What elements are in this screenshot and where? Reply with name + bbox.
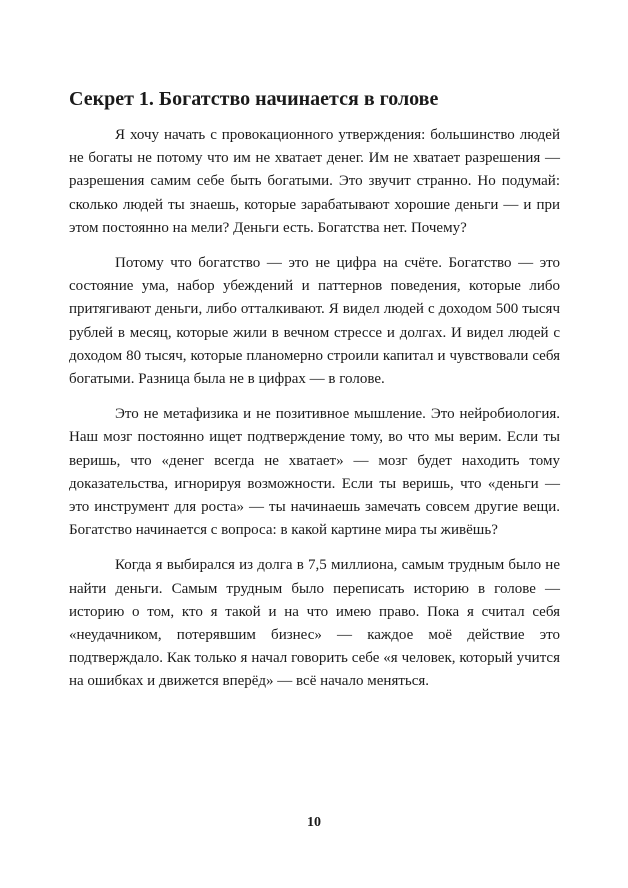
page-content	[69, 86, 560, 706]
paragraph-2: Потому что богатство — это не цифра на счёте. Богатство — это состояние ума, набор убеждений и паттернов поведения, которые либо притягивают деньги, либо отталкивают. Я видел людей с доходом 500 тысяч рублей в месяц, которые жили в вечном стрессе и долгах. И видел людей с доходом 80 тысяч, которые планомерно строили капитал и чувствовали себя богатыми. Разница была не в цифрах — в голове.	[69, 255, 560, 388]
page-number: 10	[307, 815, 321, 830]
paragraph-3: Это не метафизика и не позитивное мышление. Это нейробиология. Наш мозг постоянно ищет подтверждение тому, во что мы верим. Если ты веришь, что «денег всегда не хватает» — мозг будет находить тому доказательства, игнорируя возможности. Если ты веришь, что «деньги — это инструмент для роста» — ты начинаешь замечать совсем другие вещи. Богатство начинается с вопроса: в какой картине мира ты живёшь?	[69, 406, 560, 539]
section-heading: Секрет 1. Богатство начинается в голове	[69, 88, 439, 110]
paragraph-1: Я хочу начать с провокационного утверждения: большинство людей не богаты не потому что им не хватает денег. Им не хватает разрешения — разрешения самим себе быть богатыми. Это звучит странно. Но подумай: сколько людей ты знаешь, которые зарабатывают хорошие деньги — и при этом постоянно на мели? Деньги есть. Богатства нет. Почему?	[69, 127, 560, 236]
paragraph-4: Когда я выбирался из долга в 7,5 миллиона, самым трудным было не найти деньги. Самым трудным было переписать историю в голове — историю о том, кто я такой и на что имею право. Пока я считал себя «неудачником, потерявшим бизнес» — каждое моё действие это подтверждало. Как только я начал говорить себе «я человек, который учится на ошибках и движется вперёд» — всё начало меняться.	[69, 557, 560, 690]
